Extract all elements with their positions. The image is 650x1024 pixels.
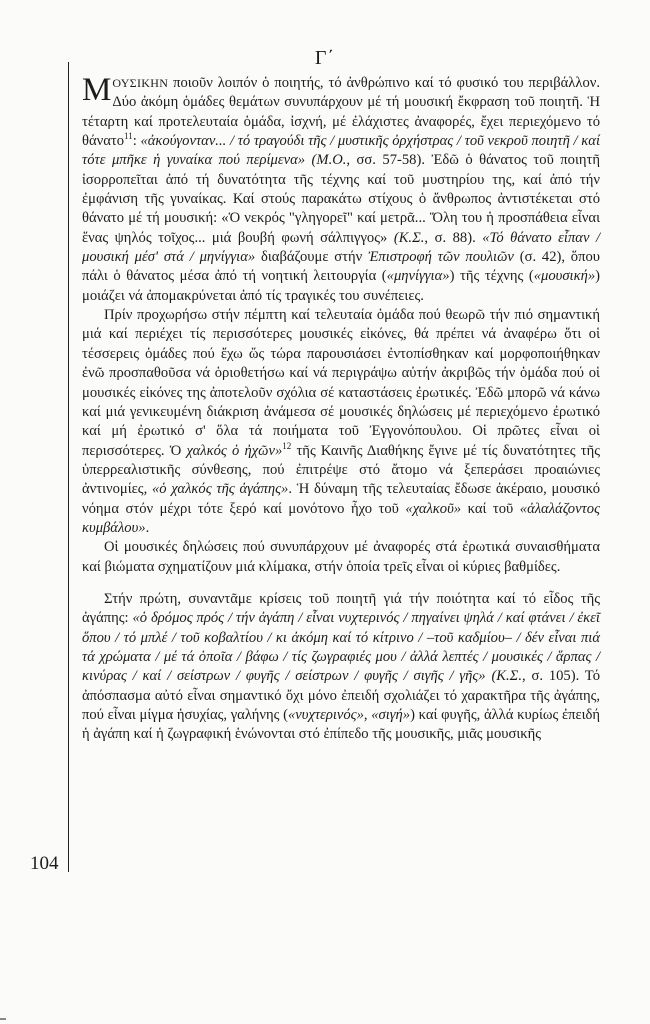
footnote-marker: 11 [124, 131, 133, 142]
paragraph-text: ποιοῦν λοιπόν ὁ ποιητής, τό ἀνθρώπινο καί τό φυσικό του περιβάλλον. Δύο ἀκόμη ὁμάδες θεμάτων συνυπάρχουν μέ τή μουσική ἔκφραση τοῦ ποιητῆ. Ἡ τέταρτη καί προτελευταία ὁμάδα, ἰσχνή, μέ ἐλάχιστες ἀναφορές, ἔχει περιεχόμενο τό θάνατο [82, 75, 600, 150]
drop-cap: Μ [82, 72, 112, 108]
paragraph-text: . Ἡ δύναμη τῆς τελευταίας ἔδωσε ἀκέραιο, μουσικό νόημα στόν μέχρι τότε ξερό καί μονότονο ἦχο τοῦ [82, 481, 600, 517]
source-reference: (Κ.Σ. [393, 229, 425, 246]
paragraph-4 [82, 590, 600, 745]
section-heading: Γ΄ [314, 47, 336, 69]
poem-quote: «νυχτερινός» [287, 707, 364, 723]
paragraph-text: Στήν πρώτη, συναντᾶμε κρίσεις τοῦ ποιητῆ γιά τήν ποιότητα καί τό εἶδος τῆς ἀγάπης: [82, 590, 600, 627]
poem-quote: «ἀλαλάζοντος κυμβάλου» [82, 500, 600, 536]
poem-quote: «ἀκούγονταν... / τό τραγούδι τῆς / μυστικῆς ὀρχήστρας / τοῦ νεκροῦ ποιητῆ / καί τότε μπῆκε ἡ γυναίκα πού περίμενα» [82, 133, 601, 169]
paragraph-text: (σ. 42), ὅπου πάλι ὁ θάνατος μέσα ἀπό τή νοητική λειτουργία ( [82, 249, 600, 285]
paragraph-1 [82, 74, 600, 306]
paragraph-text: διαβάζουμε στήν [255, 249, 369, 266]
paragraph-text: ) καί φυγῆς, ἀλλά κυρίως ἐπειδή ἡ ἀγάπη καί ἡ ζωγραφική ἑνώνονται στό ἐπίπεδο τῆς μουσικῆς, μιᾶς μουσικῆς [82, 707, 601, 743]
poem-quote: «Τό θάνατο εἶπαν / μουσική μέσ' στά / μηνίγγια» [82, 229, 600, 266]
body-text [82, 74, 600, 745]
paragraph-text: . [145, 519, 150, 536]
poem-quote: χαλκός ὁ ἠχῶν» [186, 442, 283, 459]
paragraph-text: ) τῆς τέχνης ( [449, 268, 534, 285]
source-reference: (Κ.Σ. [491, 668, 523, 685]
paragraph-text: , σσ. 57-58). Ἐδῶ ὁ θάνατος τοῦ ποιητῆ ἰσορροπεῖται ἀπό τή δυνατότητα τῆς τέχνης καί τοῦ μυστηρίου της, καί ἀπό τήν ἐμφάνιση τῆς γυναίκας. Καί στούς παρακάτω στίχους ὁ ἄνθρωπος ἀντιστέκεται στό θάνατο μέ τή μουσική: «Ὁ νεκρός "γληγορεῖ" καί μετρᾶ... Ὅλη του ἡ προσπάθεια εἶναι ἕνας ψηλός τοῖχος... μιά βουβή φωνή σάλπιγγος» [82, 152, 601, 246]
paragraph-text: Πρίν προχωρήσω στήν πέμπτη καί τελευταία ὁμάδα πού θεωρῶ τήν πιό σημαντική μιά καί περιέχει τίς περισσότερες μουσικές εἰκόνες, θά πρέπει νά ἀναφέρω ὅτι οἱ τέσσερεις ὁμάδες πού ἔχω ὥς τώρα παρουσιάσει ἐντοπίσθηκαν καί μορφοποιήθηκαν ἐνῶ προσπαθοῦσα νά ὁριοθετήσω καί νά περιγράψω αὐτήν ἀκριβῶς τήν ὁμάδα πού οἱ μουσικές εἰκόνες της ἀποτελοῦν σχόλια σέ καταστάσεις ἐρωτικές. Ἐδῶ μπορῶ νά κάνω καί μιά γενικευμένη διάκριση ἀνάμεσα σέ μουσικές δηλώσεις μέ περιεχόμενο ἐρωτικό καί μή ἐρωτικό σ' ὅλα τά ποιήματα τοῦ Ἐγγονόπουλου. Οἱ πρῶτες εἶναι οἱ περισσότερες. Ὁ [82, 307, 600, 459]
paragraph-text: , σ. 88). [424, 229, 483, 246]
poem-quote: «χαλκοῦ» [405, 500, 462, 517]
paragraph-2 [82, 306, 600, 538]
poem-quote: «σιγή» [371, 707, 411, 723]
small-caps-word: ΟΥΣΙΚΗΝ [112, 76, 169, 90]
paragraph-text: ) μοιάζει νά ἀπομακρύνεται ἀπό τίς τραγικές του συνέπειες. [82, 268, 601, 304]
poem-quote: «μηνίγγια» [386, 268, 450, 285]
footer-mark [0, 1018, 6, 1020]
paragraph-text: Οἱ μουσικές δηλώσεις πού συνυπάρχουν μέ ἀναφορές στά ἐρωτικά συναισθήματα καί βιώματα σχηματίζουν μιά κλίμακα, στήν ὁποία τρεῖς εἶναι οἱ κύριες βαθμίδες. [82, 539, 600, 575]
work-title: Ἐπιστροφή τῶν πουλιῶν [368, 249, 514, 266]
paragraph-text: καί τοῦ [461, 500, 520, 517]
source-reference: (Μ.Ο. [311, 152, 347, 169]
paragraph-3 [82, 538, 600, 577]
paragraph-text: τῆς Καινῆς Διαθήκης ἔγινε μέ τίς δυνατότητες τῆς ὑπερρεαλιστικῆς σύνθεσης, πού ἐπιτρέψε στό ἄτομο νά ξεπεράσει προαιώνιες ἀντινομίες, [82, 442, 600, 498]
poem-quote: «ὁ δρόμος πρός / τήν ἀγάπη / εἶναι νυχτερινός / πηγαίνει ψηλά / καί φτάνει / ἐκεῖ ὅπου / τό μπλέ / τοῦ κοβαλτίου / κι ἀκόμη καί τό κίτρινο / –τοῦ καδμίου– / δέν εἶναι πιά τά χρώματα / μέ τά ὁποῖα / βάφω / τίς ζωγραφιές μου / ἀλλά λεπτές / μουσικές / ἅρπας / κινύρας / καί / σείστρων / φυγῆς / σείστρων / φυγῆς / σιγῆς / γῆς» [82, 610, 600, 685]
poem-quote: «ὁ χαλκός τῆς ἀγάπης» [151, 481, 289, 498]
paragraph-text: , σ. 105). Τό ἀπόσπασμα αὐτό εἶναι σημαντικό ὄχι μόνο ἐπειδή σχολιάζει τό χαρακτῆρα τῆς ἀγάπης, πού εἶναι μίγμα ἡσυχίας, γαλήνης ( [82, 668, 600, 723]
page-margin-rule [68, 62, 69, 872]
paragraph-text: , [363, 707, 372, 723]
footnote-marker: 12 [282, 440, 292, 451]
paragraph-text: : [132, 133, 141, 150]
poem-quote: «μουσική» [533, 268, 596, 285]
page-number: 104 [30, 853, 59, 874]
